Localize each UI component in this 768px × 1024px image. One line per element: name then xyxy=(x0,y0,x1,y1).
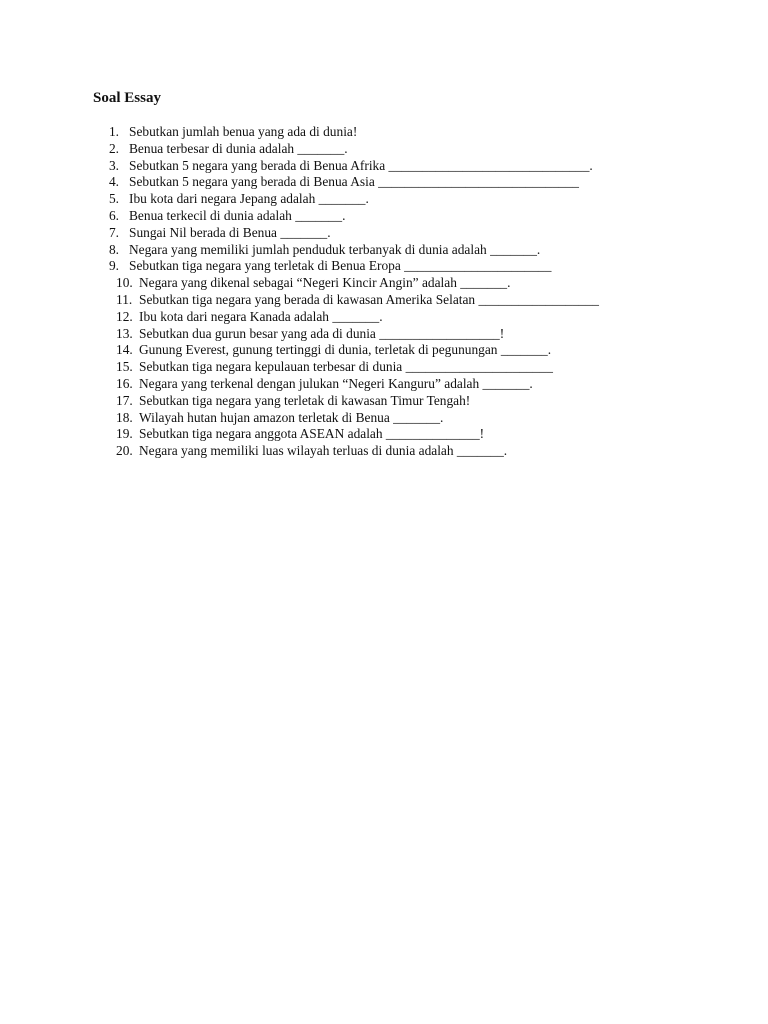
question-item xyxy=(93,393,599,410)
question-number: 12. xyxy=(116,308,133,324)
question-number: 3. xyxy=(108,157,119,173)
question-text: Sebutkan tiga negara anggota ASEAN adalah ______________! xyxy=(139,426,485,442)
question-item xyxy=(93,174,599,191)
question-number: 17. xyxy=(116,392,133,408)
question-text: Sebutkan 5 negara yang berada di Benua Afrika ______________________________. xyxy=(129,157,593,173)
question-number: 8. xyxy=(108,241,119,257)
question-number: 11. xyxy=(116,291,133,307)
question-item xyxy=(93,141,599,158)
question-item xyxy=(93,426,599,443)
question-list xyxy=(93,124,599,460)
question-text: Negara yang memiliki jumlah penduduk terbanyak di dunia adalah _______. xyxy=(129,241,541,257)
question-text: Sebutkan jumlah benua yang ada di dunia! xyxy=(129,124,358,139)
question-number: 7. xyxy=(108,224,119,240)
question-item xyxy=(93,443,599,460)
question-text: Sebutkan tiga negara yang terletak di kawasan Timur Tengah! xyxy=(139,392,471,408)
question-number: 14. xyxy=(116,342,133,358)
question-text: Benua terbesar di dunia adalah _______. xyxy=(129,140,348,156)
question-text: Sebutkan tiga negara yang terletak di Benua Eropa ______________________ xyxy=(129,258,552,274)
question-item xyxy=(93,242,599,259)
question-number: 16. xyxy=(116,375,133,391)
question-text: Benua terkecil di dunia adalah _______. xyxy=(129,207,346,223)
question-number: 10. xyxy=(116,275,133,291)
question-number: 18. xyxy=(116,409,133,425)
question-item xyxy=(93,258,599,275)
question-item xyxy=(93,225,599,242)
question-number: 19. xyxy=(116,426,133,442)
question-number: 1. xyxy=(108,124,119,139)
question-item xyxy=(93,124,599,141)
question-text: Negara yang dikenal sebagai “Negeri Kincir Angin” adalah _______. xyxy=(139,275,511,291)
question-text: Sebutkan dua gurun besar yang ada di dunia __________________! xyxy=(139,325,505,341)
question-item xyxy=(93,208,599,225)
question-number: 6. xyxy=(108,207,119,223)
question-item xyxy=(93,191,599,208)
question-item xyxy=(93,158,599,175)
question-number: 15. xyxy=(116,359,133,375)
question-number: 2. xyxy=(108,140,119,156)
question-number: 5. xyxy=(108,191,119,207)
question-text: Negara yang terkenal dengan julukan “Negeri Kanguru” adalah _______. xyxy=(139,375,533,391)
question-item xyxy=(93,342,599,359)
question-text: Ibu kota dari negara Kanada adalah _______. xyxy=(139,308,383,324)
question-item xyxy=(93,326,599,343)
question-text: Sebutkan tiga negara yang berada di kawasan Amerika Selatan __________________ xyxy=(139,291,599,307)
question-number: 20. xyxy=(116,443,133,459)
question-text: Sungai Nil berada di Benua _______. xyxy=(129,224,331,240)
question-number: 9. xyxy=(108,258,119,274)
question-number: 13. xyxy=(116,325,133,341)
question-item xyxy=(93,359,599,376)
question-text: Negara yang memiliki luas wilayah terluas di dunia adalah _______. xyxy=(139,443,508,459)
question-item xyxy=(93,292,599,309)
question-item xyxy=(93,275,599,292)
question-text: Ibu kota dari negara Jepang adalah _______. xyxy=(129,191,369,207)
question-text: Wilayah hutan hujan amazon terletak di Benua _______. xyxy=(139,409,444,425)
question-text: Gunung Everest, gunung tertinggi di dunia, terletak di pegunungan _______. xyxy=(139,342,552,358)
question-item xyxy=(93,410,599,427)
question-item xyxy=(93,309,599,326)
page-title: Soal Essay xyxy=(93,90,161,106)
question-item xyxy=(93,376,599,393)
question-number: 4. xyxy=(108,174,119,190)
question-text: Sebutkan 5 negara yang berada di Benua Asia ______________________________ xyxy=(129,174,579,190)
question-text: Sebutkan tiga negara kepulauan terbesar di dunia ______________________ xyxy=(139,359,553,375)
